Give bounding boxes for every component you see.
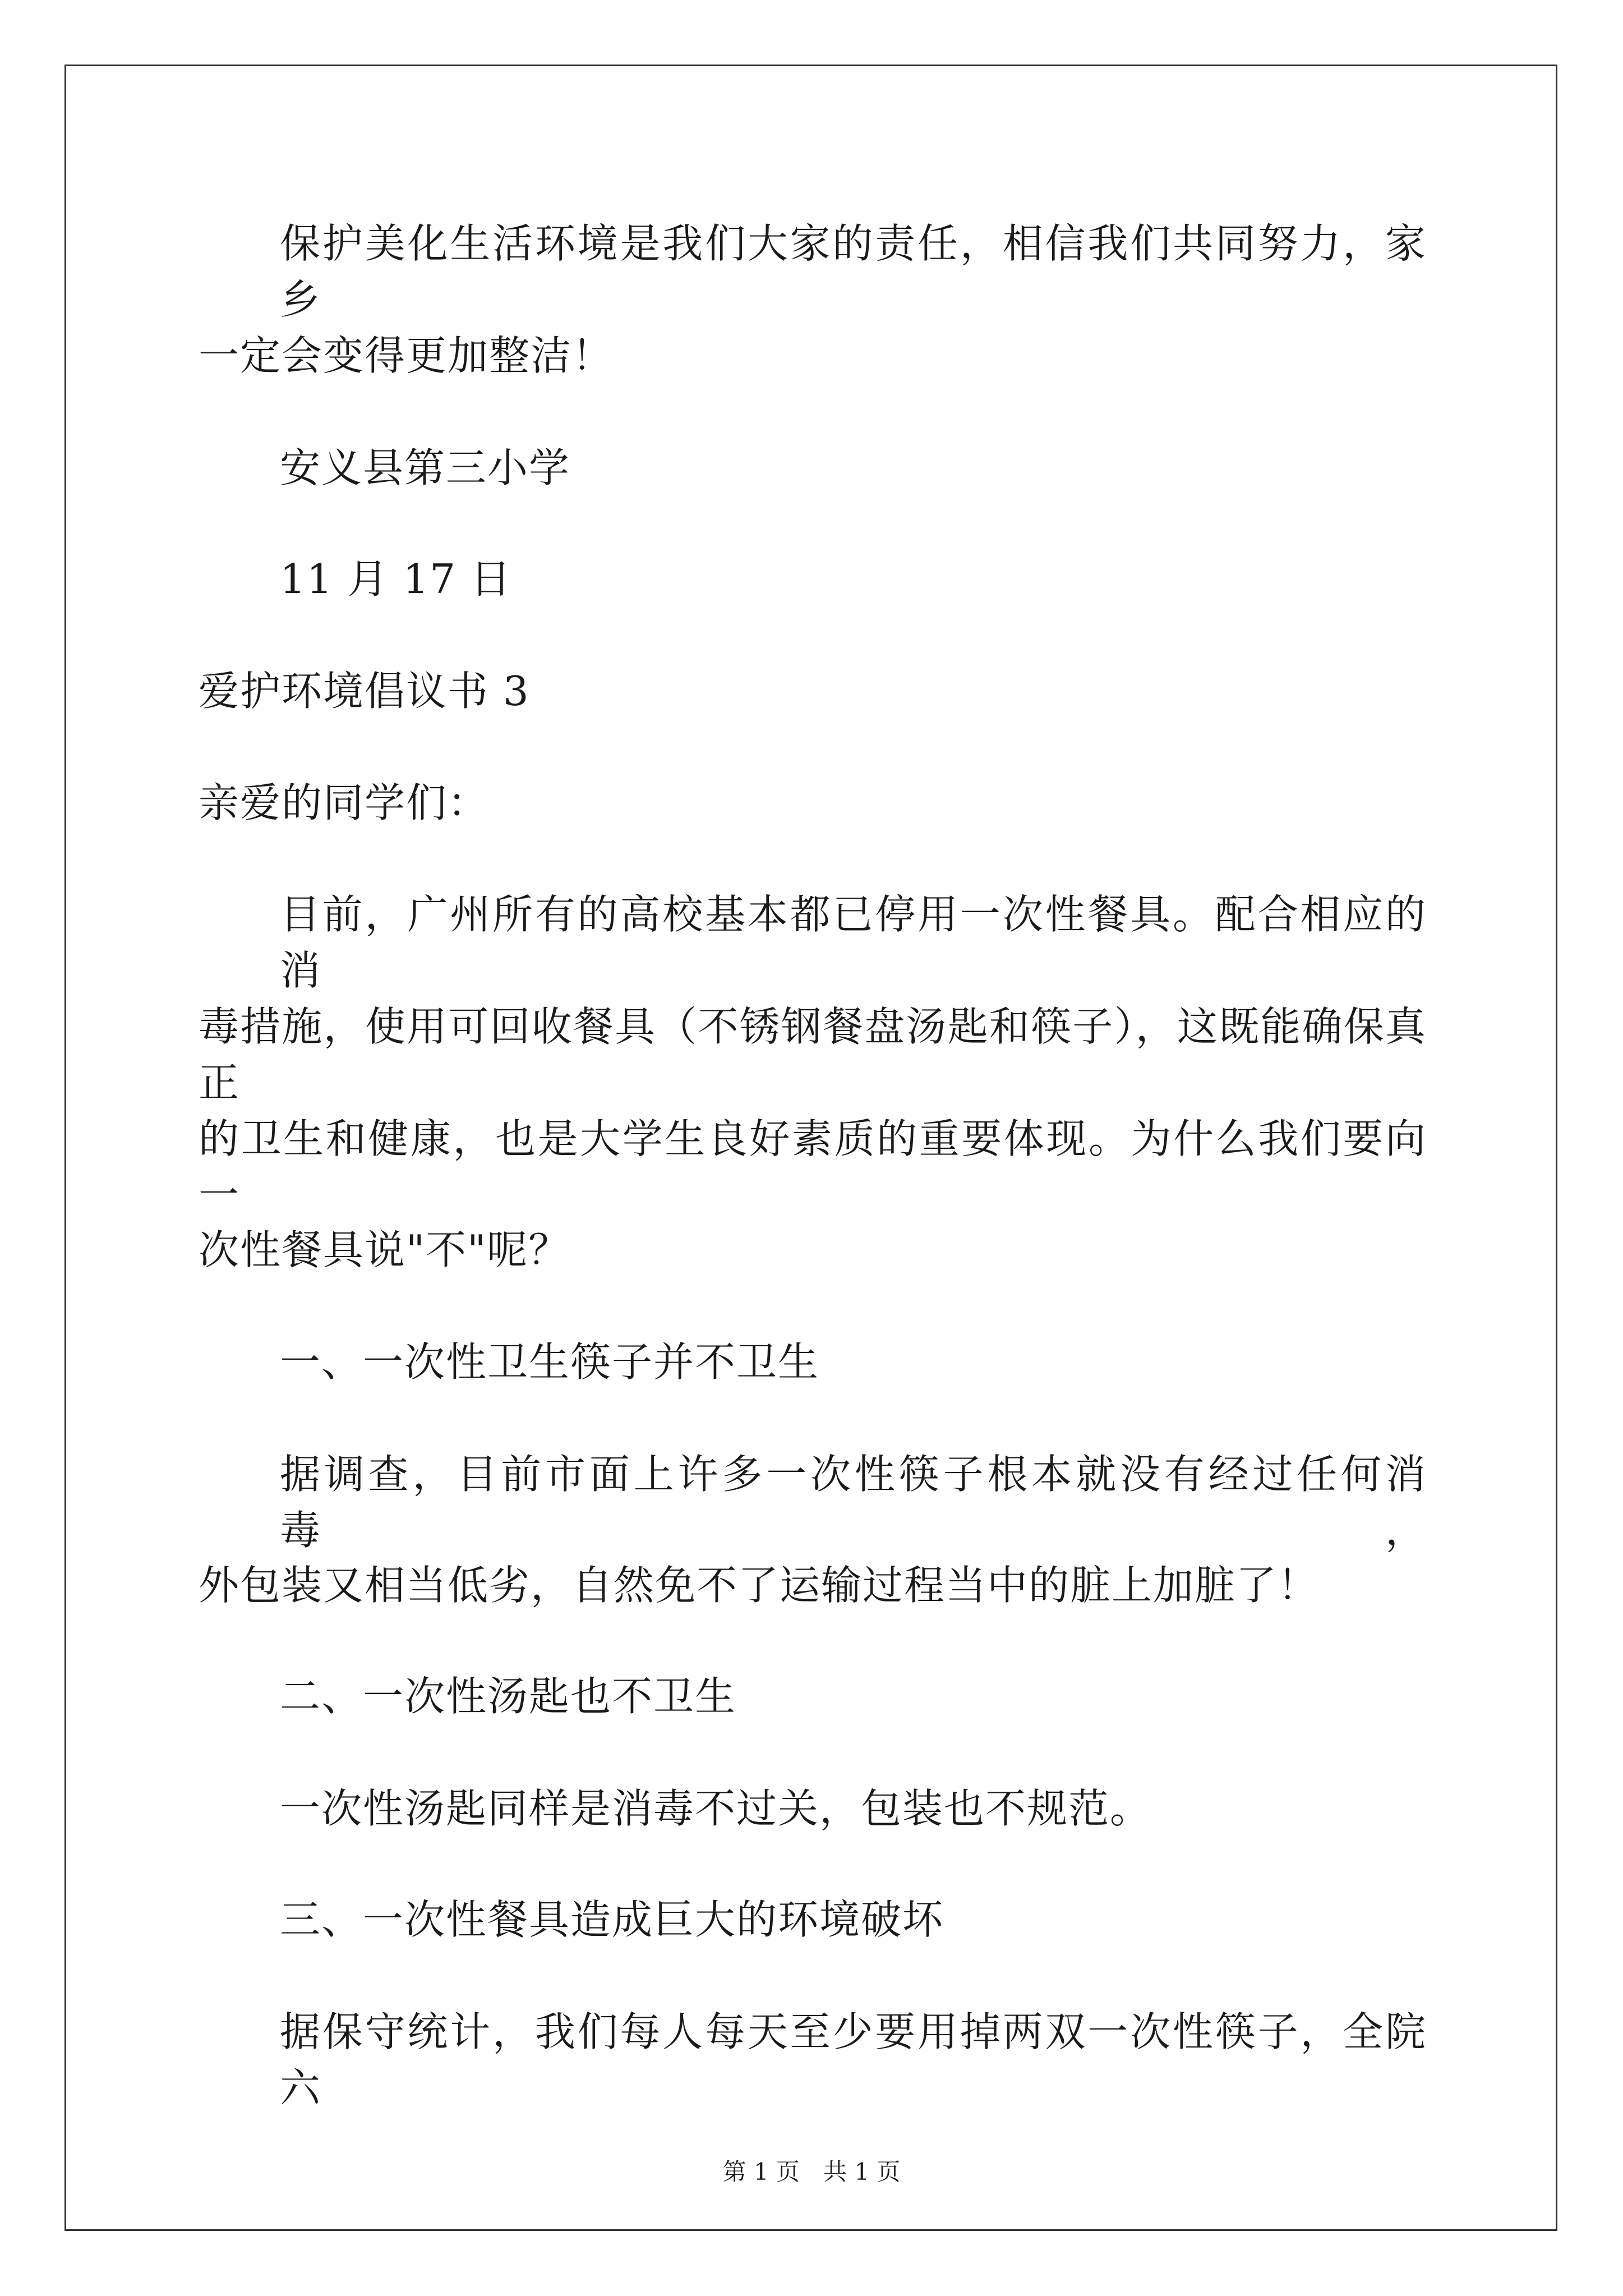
paragraph-line: 外包装又相当低劣，自然免不了运输过程当中的脏上加脏了！ <box>199 1562 1320 1609</box>
signature-organization: 安义县第三小学 <box>280 444 571 491</box>
signature-date: 11 月 17 日 <box>280 555 512 602</box>
paragraph-line: 保护美化生活环境是我们大家的责任，相信我们共同努力，家乡 <box>280 220 1427 323</box>
salutation: 亲爱的同学们： <box>199 779 490 826</box>
paragraph-line: 次性餐具说"不"呢？ <box>199 1226 570 1273</box>
section-title: 爱护环境倡议书 3 <box>199 668 530 715</box>
paragraph-line: 一定会变得更加整洁！ <box>199 332 614 379</box>
paragraph-line: 毒措施，使用可回收餐具（不锈钢餐盘汤匙和筷子），这既能确保真正 <box>199 1003 1427 1106</box>
subheading: 三、一次性餐具造成巨大的环境破坏 <box>280 1896 944 1943</box>
page-number-footer: 第 1 页 共 1 页 <box>722 2158 901 2185</box>
paragraph-line: 的卫生和健康，也是大学生良好素质的重要体现。为什么我们要向一 <box>199 1115 1427 1218</box>
paragraph-line: 据调查，目前市面上许多一次性筷子根本就没有经过任何消毒， <box>280 1451 1427 1554</box>
subheading: 二、一次性汤匙也不卫生 <box>280 1673 737 1720</box>
subheading: 一、一次性卫生筷子并不卫生 <box>280 1338 820 1386</box>
paragraph-line: 一次性汤匙同样是消毒不过关，包装也不规范。 <box>280 1785 1152 1832</box>
paragraph-line: 据保守统计，我们每人每天至少要用掉两双一次性筷子，全院六 <box>280 2008 1427 2111</box>
paragraph-line: 目前，广州所有的高校基本都已停用一次性餐具。配合相应的消 <box>280 891 1427 994</box>
